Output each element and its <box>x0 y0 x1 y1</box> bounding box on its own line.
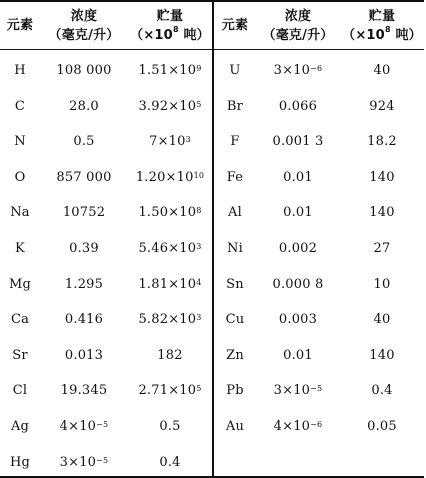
concentration-value: 3×10 $^{-5}$ <box>273 382 323 398</box>
element-symbol: Mg <box>8 276 32 292</box>
element-symbol: Hg <box>9 454 31 470</box>
reserve-text: 0.05 <box>367 418 397 434</box>
reserve-value <box>340 161 424 193</box>
element-symbol: N <box>14 133 26 149</box>
element-symbol: Al <box>228 204 242 220</box>
reserve-value <box>340 125 424 157</box>
reserve-text: 1.20×10 <box>135 169 194 185</box>
concentration-text: 0.066 <box>278 98 318 114</box>
element-symbol: Sr <box>12 347 28 363</box>
concentration-text: 0.01 <box>283 169 313 185</box>
reserve-text: 1.51×10 <box>138 62 197 78</box>
reserve-text: 18.2 <box>367 133 397 149</box>
concentration-text: 108 000 <box>56 62 112 78</box>
header-concentration-line1: 浓度 <box>284 8 312 24</box>
element-symbol: F <box>230 133 240 149</box>
element-symbol: O <box>14 169 26 185</box>
reserve-text: 0.4 <box>159 454 181 470</box>
concentration-value <box>256 125 340 157</box>
concentration-text: 3×10 <box>273 382 311 398</box>
element-symbol: Na <box>10 204 30 220</box>
concentration-value <box>40 196 128 228</box>
concentration-value <box>256 196 340 228</box>
header-reserve-line2 <box>130 26 210 45</box>
concentration-value <box>256 268 340 300</box>
concentration-text: 0.001 3 <box>272 133 324 149</box>
element-symbol: U <box>229 62 241 78</box>
reserve-value <box>128 410 212 442</box>
concentration-value <box>40 374 128 406</box>
concentration-text: 0.01 <box>283 204 313 220</box>
concentration-value <box>256 161 340 193</box>
header-reserve-suffix: 吨） <box>390 27 422 43</box>
element-symbol: Cu <box>225 311 245 327</box>
concentration-value: 3×10 $^{-6}$ <box>273 62 323 78</box>
header-element-label: 元素 <box>6 18 34 33</box>
header-element-left <box>0 2 40 49</box>
header-reserve-prefix: （×10 <box>342 27 385 43</box>
header-concentration-left <box>40 2 128 49</box>
header-reserve-line1: 贮量 <box>368 8 396 24</box>
reserve-text: 3.92×10 <box>138 98 197 114</box>
concentration-value <box>40 90 128 122</box>
concentration-value <box>256 339 340 371</box>
reserve-text: 40 <box>373 311 391 327</box>
reserve-value: 1.50×10 $^8$ <box>138 204 202 220</box>
concentration-text: 1.295 <box>64 276 104 292</box>
reserve-text: 40 <box>373 62 391 78</box>
concentration-value: 4×10 $^{-5}$ <box>59 418 109 434</box>
reserve-text: 140 <box>369 169 395 185</box>
concentration-text: 0.5 <box>73 133 95 149</box>
reserve-value <box>340 232 424 264</box>
concentration-value <box>40 161 128 193</box>
reserve-value <box>340 410 424 442</box>
reserve-value <box>340 196 424 228</box>
concentration-text: 857 000 <box>56 169 112 185</box>
element-symbol: Fe <box>226 169 244 185</box>
concentration-value <box>40 54 128 86</box>
concentration-value <box>40 303 128 335</box>
concentration-text: 28.0 <box>69 98 99 114</box>
reserve-value <box>128 339 212 371</box>
header-reserve-right <box>340 2 424 49</box>
header-reserve-suffix: 吨） <box>178 27 210 43</box>
header-element-label: 元素 <box>221 18 249 33</box>
element-symbol: Ni <box>227 240 243 256</box>
reserve-text: 182 <box>157 347 183 363</box>
element-symbol: Sn <box>226 276 244 292</box>
reserve-text: 5.46×10 <box>138 240 197 256</box>
concentration-value: 4×10 $^{-6}$ <box>273 418 323 434</box>
concentration-value <box>40 339 128 371</box>
reserve-text: 140 <box>369 204 395 220</box>
concentration-value <box>40 268 128 300</box>
reserve-value <box>340 374 424 406</box>
concentration-value <box>256 232 340 264</box>
reserve-text: 924 <box>369 98 395 114</box>
reserve-value: 2.71×10 $^5$ <box>138 382 202 398</box>
header-concentration-line2: （毫克/升） <box>48 27 120 43</box>
element-symbol: Pb <box>226 382 244 398</box>
reserve-text: 140 <box>369 347 395 363</box>
concentration-value <box>40 125 128 157</box>
reserve-value: 3.92×10 $^5$ <box>138 98 202 114</box>
concentration-text: 4×10 <box>59 418 97 434</box>
concentration-text: 0.416 <box>64 311 104 327</box>
reserve-value <box>340 303 424 335</box>
reserve-text: 0.4 <box>371 382 393 398</box>
reserve-value <box>340 90 424 122</box>
element-symbol: Ag <box>10 418 30 434</box>
reserve-value: 5.46×10 $^3$ <box>138 240 202 256</box>
reserve-value: 7×10 $^3$ <box>149 133 191 149</box>
reserve-value: 5.82×10 $^3$ <box>138 311 202 327</box>
header-concentration-line2: （毫克/升） <box>262 27 334 43</box>
reserve-value: 1.51×10 $^9$ <box>138 62 202 78</box>
header-concentration-right <box>256 2 340 49</box>
element-symbol: Ca <box>10 311 30 327</box>
concentration-text: 0.013 <box>64 347 104 363</box>
header-reserve-exp: 8 <box>172 25 179 35</box>
reserve-text: 1.81×10 <box>138 276 197 292</box>
reserve-text: 10 <box>373 276 391 292</box>
element-symbol: Zn <box>226 347 244 363</box>
element-symbol: K <box>15 240 25 256</box>
element-symbol: Br <box>226 98 244 114</box>
reserve-value: 1.81×10 $^4$ <box>138 276 202 292</box>
concentration-text: 0.39 <box>69 240 99 256</box>
concentration-text: 0.003 <box>278 311 318 327</box>
header-reserve-left <box>128 2 212 49</box>
concentration-text: 3×10 <box>59 454 97 470</box>
reserve-text: 7×10 <box>149 133 186 149</box>
concentration-value: 3×10 $^{-5}$ <box>59 454 109 470</box>
reserve-value: 1.20×10 $^{10}$ <box>135 169 205 185</box>
concentration-text: 0.002 <box>278 240 318 256</box>
concentration-value <box>256 90 340 122</box>
header-reserve-line2 <box>342 26 422 45</box>
element-symbol: H <box>14 62 26 78</box>
concentration-text: 19.345 <box>60 382 108 398</box>
concentration-value <box>256 303 340 335</box>
element-symbol: Au <box>225 418 245 434</box>
header-reserve-line1: 贮量 <box>156 8 184 24</box>
header-reserve-exp: 8 <box>384 25 391 35</box>
header-element-right <box>214 2 256 49</box>
header-reserve-prefix: （×10 <box>130 27 173 43</box>
reserve-value <box>340 268 424 300</box>
element-symbol: C <box>14 98 26 114</box>
concentration-text: 0.000 8 <box>272 276 324 292</box>
reserve-text: 27 <box>373 240 391 256</box>
reserve-value <box>340 339 424 371</box>
reserve-text: 0.5 <box>159 418 181 434</box>
reserve-text: 1.50×10 <box>138 204 197 220</box>
concentration-value <box>40 232 128 264</box>
reserve-text: 2.71×10 <box>138 382 197 398</box>
reserve-value <box>128 446 212 478</box>
element-symbol: Cl <box>12 382 28 398</box>
header-concentration-line1: 浓度 <box>70 8 98 24</box>
concentration-text: 10752 <box>62 204 106 220</box>
concentration-text: 3×10 <box>273 62 311 78</box>
concentration-text: 0.01 <box>283 347 313 363</box>
reserve-text: 5.82×10 <box>138 311 197 327</box>
reserve-value <box>340 54 424 86</box>
concentration-text: 4×10 <box>273 418 311 434</box>
